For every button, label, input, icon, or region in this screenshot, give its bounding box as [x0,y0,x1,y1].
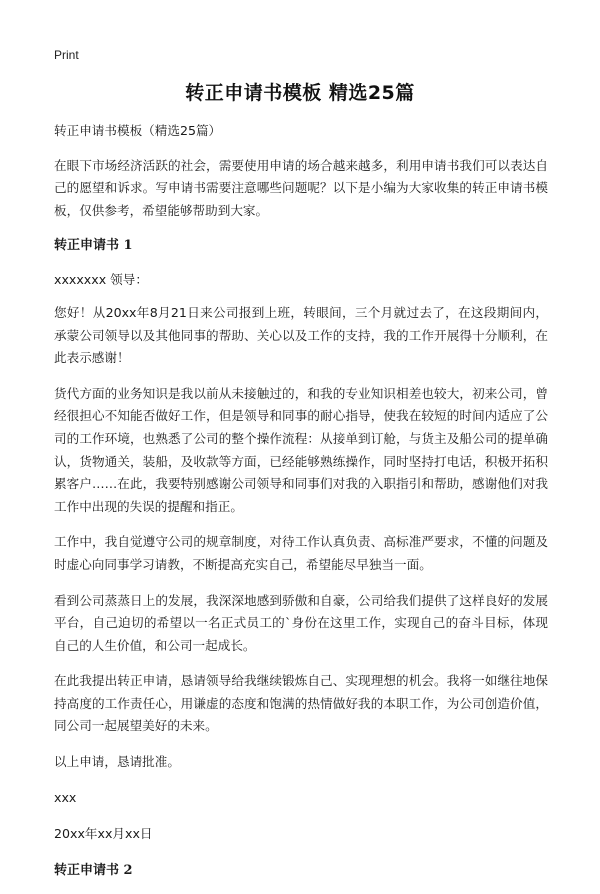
letter-paragraph: 在此我提出转正申请，恳请领导给我继续锻炼自己、实现理想的机会。我将一如继往地保持高度的工作责任心，用谦虚的态度和饱满的热情做好我的本职工作，为公司创造价值，同公司一起展望美好的未来。 [54,673,548,734]
letter-signature: xxx [54,789,77,805]
document-body [54,120,548,894]
document-subtitle: 转正申请书模板（精选25篇） [54,123,222,138]
letter-salutation: xxxxxxx 领导： [54,272,148,288]
intro-paragraph: 在眼下市场经济活跃的社会，需要使用申请的场合越来越多，利用申请书我们可以表达自己的愿望和诉求。写申请书需要注意哪些问题呢？以下是小编为大家收集的转正申请书模板，仅供参考，希望能够帮助到大家。 [54,157,548,218]
letter-closing: 以上申请，恳请批准。 [54,754,180,770]
letter-2-heading: 转正申请书 2 [54,862,133,878]
letter-paragraph: 看到公司蒸蒸日上的发展，我深深地感到骄傲和自豪，公司给我们提供了这样良好的发展平台，自己迫切的希望以一名正式员工的`身份在这里工作，实现自己的奋斗目标，体现自己的人生价值，和公司一起成长。 [54,592,548,653]
letter-paragraph: 货代方面的业务知识是我以前从未接触过的，和我的专业知识相差也较大，初来公司，曾经很担心不知能否做好工作，但是领导和同事的耐心指导，使我在较短的时间内适应了公司的工作环境，也熟悉了公司的整个操作流程：从接单到订舱，与货主及船公司的提单确认，货物通关，装船，及收款等方面，已经能够熟练操作，同时坚持打电话，积极开拓积累客户……在此，我要特别感谢公司领导和同事们对我的入职指引和帮助，感谢他们对我工作中出现的失误的提醒和指正。 [54,385,548,514]
letter-1-heading: 转正申请书 1 [54,238,133,254]
print-label: Print [54,48,79,62]
letter-date: 20xx年xx月xx日 [54,826,153,842]
letter-paragraph: 工作中，我自觉遵守公司的规章制度，对待工作认真负责、高标准严要求，不懂的问题及时虚心向同事学习请教，不断提高充实自己，希望能尽早独当一面。 [54,534,548,572]
letter-paragraph: 您好！从20xx年8月21日来公司报到上班，转眼间，三个月就过去了，在这段期间内，承蒙公司领导以及其他同事的帮助、关心以及工作的支持，我的工作开展得十分顺利，在此表示感谢！ [54,304,548,366]
document-title: 转正申请书模板 精选25篇 [185,82,415,104]
